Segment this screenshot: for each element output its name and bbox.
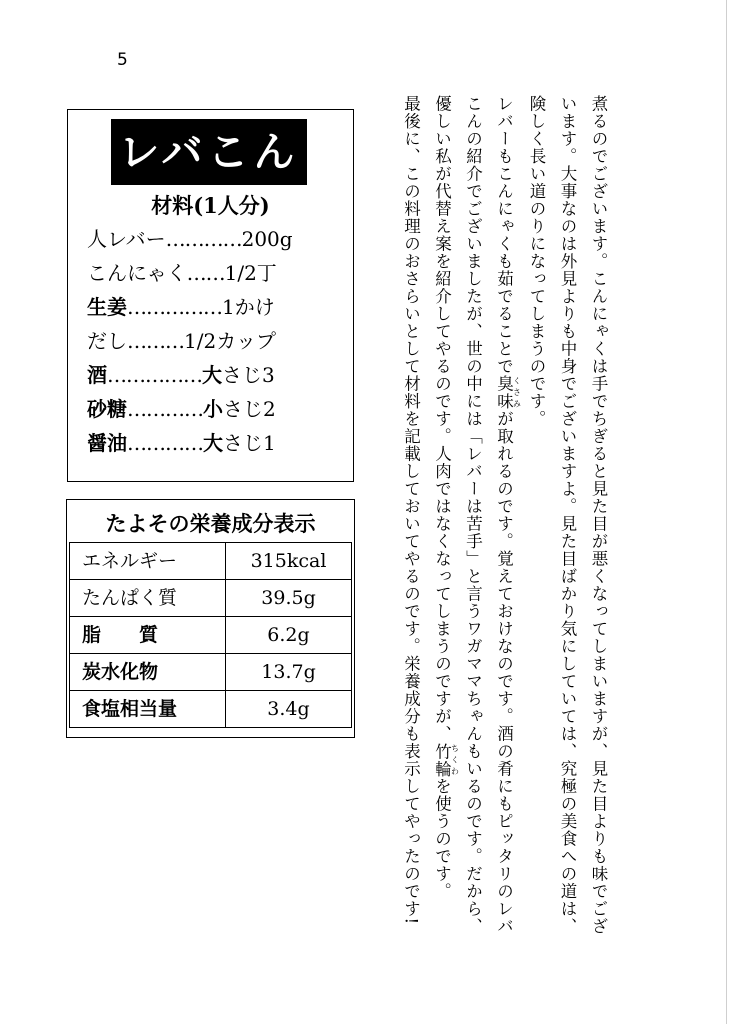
page-number: 5	[117, 50, 128, 70]
ingredient-row	[87, 426, 339, 460]
paragraph: 煮るのでございます。こんにゃくは手でちぎると見た目が悪くなってしまいますが、見た目よりも味でございます。大事なのは外見よりも中身でございますよ。見た目ばかり気にしていては、究極の美食への道は、険しく長い道のりになってしまうのです。	[527, 95, 608, 935]
nutrition-box	[66, 499, 355, 738]
ingredient-amount: 1/2丁	[224, 261, 277, 285]
nutrition-table	[69, 542, 352, 728]
table-row	[70, 654, 352, 691]
page-edge	[726, 0, 727, 1024]
nutrition-label: エネルギー	[70, 543, 226, 580]
nutrition-value: 6.2g	[226, 617, 352, 654]
nutrition-value: 315kcal	[226, 543, 352, 580]
ruby-reading: くさみ	[512, 375, 522, 410]
paragraph-text: レバーもこんにゃくも茹でることで	[494, 95, 514, 375]
ingredient-name: 酒	[87, 363, 107, 387]
table-row	[70, 543, 352, 580]
ingredient-amount: さじ3	[222, 363, 275, 387]
ingredient-dots: ………	[127, 329, 184, 353]
table-row	[70, 691, 352, 728]
ingredient-amount: 1かけ	[222, 295, 275, 319]
paragraph	[427, 95, 522, 935]
nutrition-value: 39.5g	[226, 580, 352, 617]
ruby-word	[432, 742, 460, 778]
paragraph: 最後に、この料理のおさらいとして材料を記載しておいてやるのです。栄養成分も表示してやったのです!	[401, 95, 421, 926]
body-text	[349, 95, 614, 935]
nutrition-label: たんぱく質	[70, 580, 226, 617]
paragraph-text: が取れるのです。覚えておけなのです。酒の肴にもピッタリのレバこんの紹介でございましたが、世の中には「レバーは苦手」と言うワガママちゃんもいるのです。だから、優しい私が代替え案を紹介してやるのです。人肉ではなくなってしまうのですが、	[432, 95, 514, 935]
nutrition-value: 13.7g	[226, 654, 352, 691]
ingredients-box	[67, 109, 354, 482]
ingredient-dots: ……………	[107, 363, 202, 387]
ingredient-name: 砂糖	[87, 397, 127, 421]
ingredient-amount: 200g	[241, 227, 293, 251]
ingredient-dots: ……………	[127, 295, 222, 319]
ingredients-heading: 材料(1人分)	[151, 193, 270, 218]
ingredient-amount-unit: 大	[202, 363, 222, 387]
ingredient-dots: …………	[127, 431, 203, 455]
ingredient-amount-unit: 大	[203, 431, 223, 455]
ruby-base: 竹輪	[432, 742, 452, 778]
nutrition-value: 3.4g	[226, 691, 352, 728]
ingredient-name: だし	[87, 329, 127, 353]
ingredient-row	[87, 324, 339, 358]
ingredient-row	[87, 290, 339, 324]
ruby-base: 臭味	[494, 375, 514, 410]
table-row	[70, 580, 352, 617]
ingredient-dots: …………	[165, 227, 242, 251]
ruby-reading: ちくわ	[450, 742, 460, 778]
ingredient-name: 生姜	[87, 295, 127, 319]
nutrition-label: 脂 質	[70, 617, 226, 654]
ingredient-row	[87, 256, 339, 290]
ingredient-row	[87, 358, 339, 392]
nutrition-label: 食塩相当量	[70, 691, 226, 728]
ingredient-amount: さじ2	[223, 397, 276, 421]
nutrition-label: 炭水化物	[70, 654, 226, 691]
table-row	[70, 617, 352, 654]
nutrition-title: たよその栄養成分表示	[105, 511, 316, 536]
ruby-word	[494, 375, 522, 410]
recipe-title: レバこん	[111, 119, 307, 185]
ingredient-amount: 1/2カップ	[184, 329, 276, 353]
ingredient-name: 人レバー	[87, 227, 166, 251]
ingredient-name: 醤油	[87, 431, 127, 455]
ingredient-dots: ……	[186, 261, 225, 285]
ingredient-name: こんにゃく	[87, 261, 187, 285]
paragraph-text: を使うのです。	[432, 777, 452, 900]
ingredient-dots: …………	[127, 397, 203, 421]
ingredient-amount-unit: 小	[203, 397, 223, 421]
ingredient-row	[87, 222, 339, 256]
ingredient-row	[87, 392, 339, 426]
ingredient-amount: さじ1	[223, 431, 276, 455]
